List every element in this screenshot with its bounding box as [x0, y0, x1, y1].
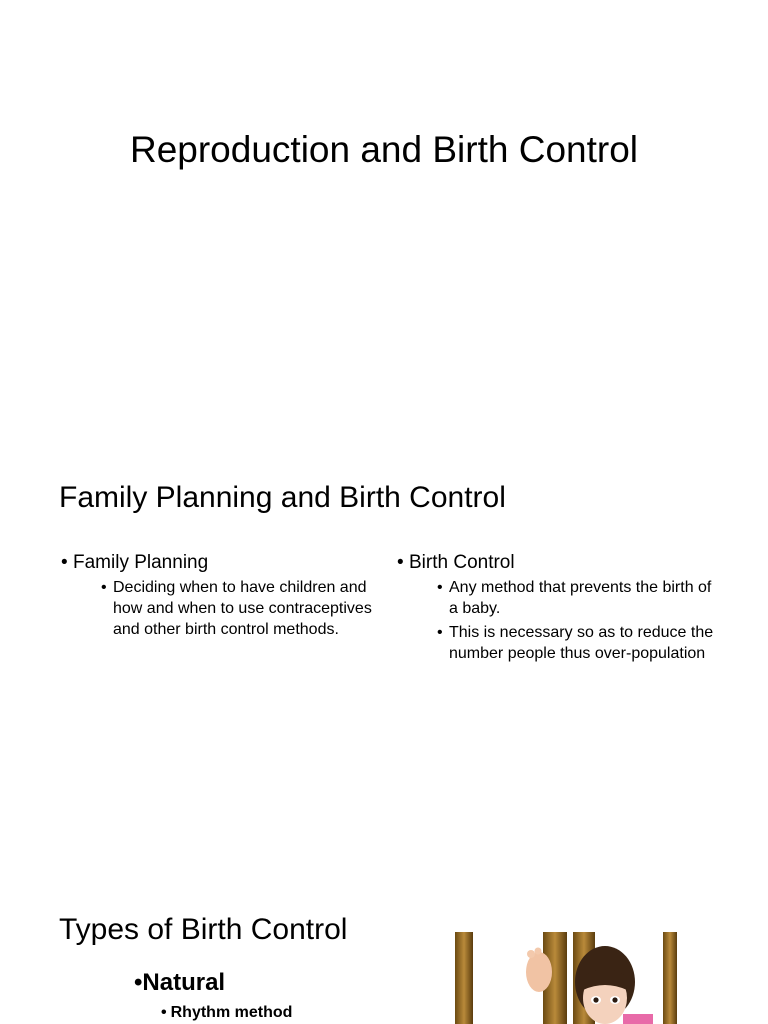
slide-title	[0, 0, 768, 432]
slide-family-planning	[0, 432, 768, 864]
slide-heading: Family Planning and Birth Control	[59, 481, 506, 514]
sub-bullet: • This is necessary so as to reduce the number people thus over-population	[437, 622, 717, 664]
right-column	[397, 550, 717, 667]
slide-title-heading: Reproduction and Birth Control	[129, 129, 638, 170]
baby-in-crib-photo	[455, 932, 677, 1024]
baby-photo-drawing	[455, 932, 677, 1024]
slide-types-of-birth-control	[0, 864, 768, 1024]
bullet-natural: • Natural	[134, 968, 225, 998]
bullet-rhythm-method: • Rhythm method	[161, 1002, 292, 1024]
bullet-birth-control: • Birth Control	[397, 550, 717, 575]
left-column	[61, 550, 381, 643]
slide-heading: Types of Birth Control	[59, 913, 348, 946]
bullet-family-planning: • Family Planning	[61, 550, 381, 575]
sub-bullet: • Any method that prevents the birth of a baby.	[437, 577, 717, 619]
sub-bullet: • Deciding when to have children and how and when to use contraceptives and other birth control methods.	[101, 577, 381, 640]
